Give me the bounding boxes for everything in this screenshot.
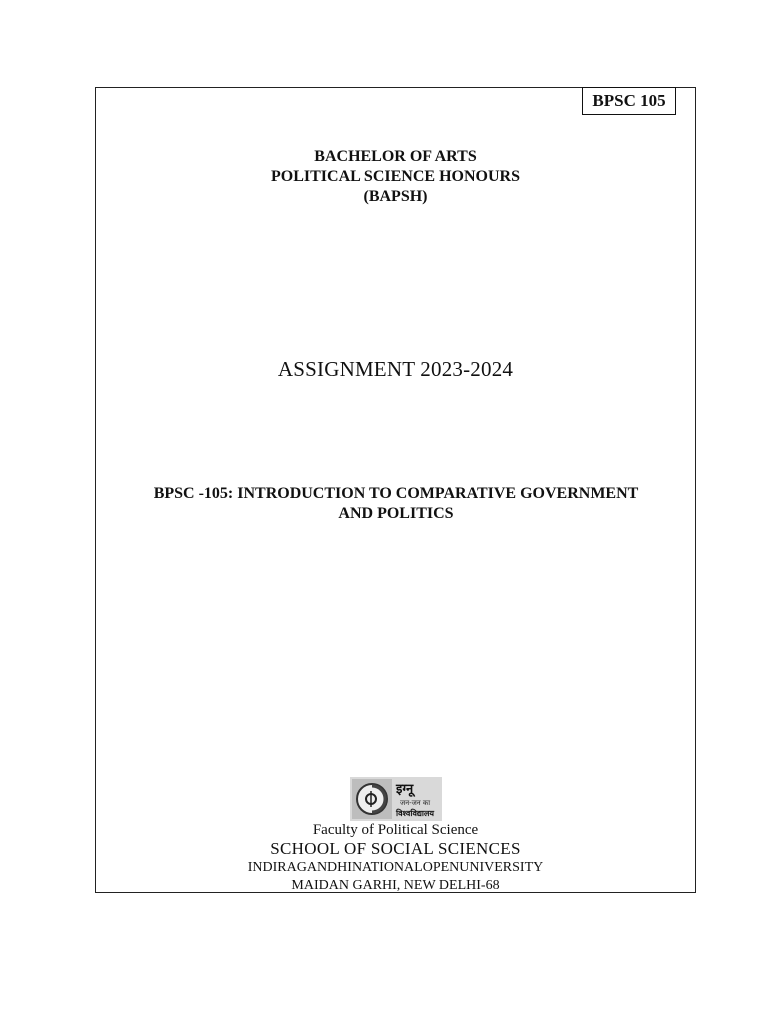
faculty-name: Faculty of Political Science [312, 822, 479, 838]
programme-line-1: BACHELOR OF ARTS [314, 148, 477, 165]
ignou-logo-icon [350, 777, 442, 821]
course-code-box: BPSC 105 [582, 87, 676, 115]
programme-heading [95, 147, 696, 207]
programme-line-2: POLITICAL SCIENCE HONOURS [271, 168, 520, 185]
university-name: INDIRAGANDHINATIONALOPENUNIVERSITY [247, 860, 544, 875]
footer-block [95, 821, 696, 895]
logo-hindi-sub: विश्वविद्यालय [396, 809, 435, 818]
course-title-line-1: BPSC -105: INTRODUCTION TO COMPARATIVE GOVERNMENT [153, 485, 639, 502]
assignment-title: ASSIGNMENT 2023-2024 [277, 357, 514, 381]
school-name: SCHOOL OF SOCIAL SCIENCES [270, 839, 521, 858]
programme-line-3: (BAPSH) [363, 188, 428, 205]
university-address: MAIDAN GARHI, NEW DELHI-68 [291, 878, 500, 893]
logo-hindi-tagline: जन-जन का [400, 799, 431, 807]
course-title-line-2: AND POLITICS [338, 505, 454, 522]
course-title [110, 484, 682, 524]
logo-hindi-title: इग्नू [396, 782, 414, 797]
